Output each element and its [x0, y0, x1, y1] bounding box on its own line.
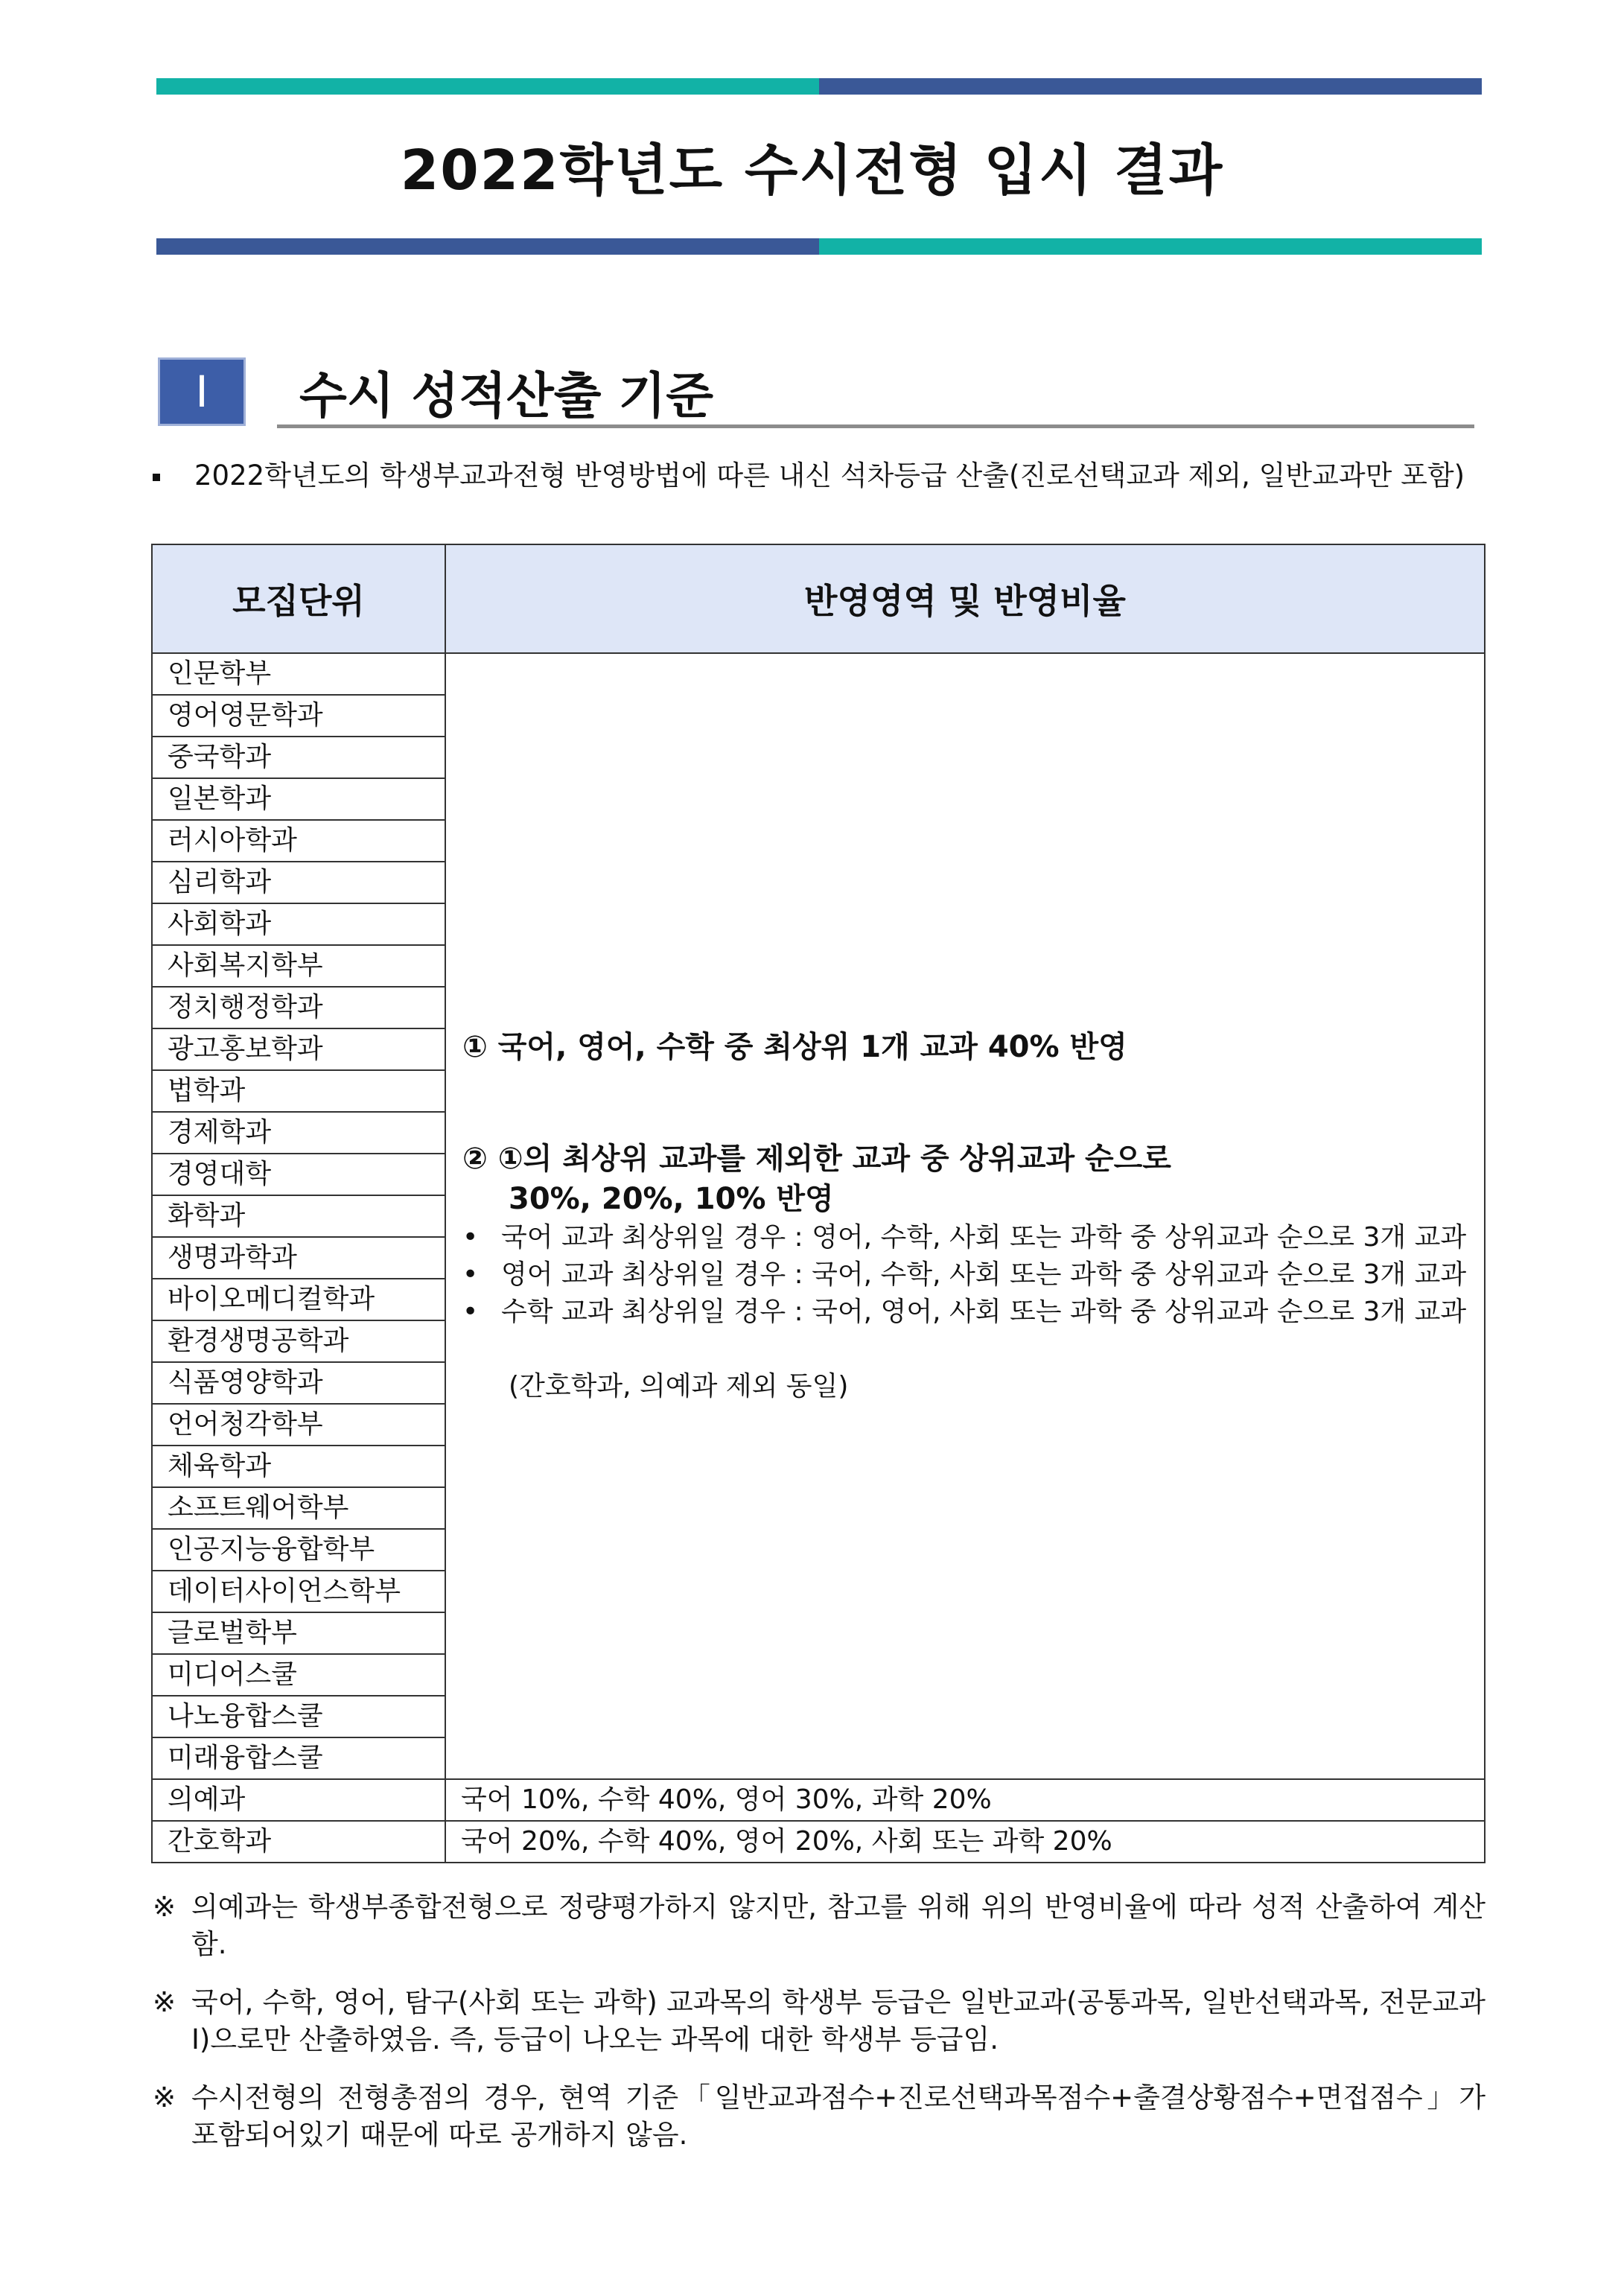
unit-cell: 미래융합스쿨: [152, 1737, 445, 1779]
table-header-row: [152, 544, 1485, 653]
table-body: [152, 653, 1485, 1863]
unit-cell: 인공지능융합학부: [152, 1529, 445, 1571]
unit-cell: 법학과: [152, 1070, 445, 1112]
common-rule-cell: [445, 653, 1485, 1779]
rule-case-item: • 영어 교과 최상위일 경우 : 국어, 수학, 사회 또는 과학 중 상위교과 순으로 3개 교과: [462, 1256, 1469, 1294]
unit-cell: 러시아학과: [152, 820, 445, 862]
bottom-bar-left: [156, 238, 819, 255]
rule-case-item: • 수학 교과 최상위일 경우 : 국어, 영어, 사회 또는 과학 중 상위교과 순으로 3개 교과: [462, 1294, 1469, 1331]
unit-cell: 환경생명공학과: [152, 1320, 445, 1362]
unit-cell: 생명과학과: [152, 1237, 445, 1279]
unit-cell: 영어영문학과: [152, 695, 445, 737]
rule-exception-note: (간호학과, 의예과 제외 동일): [509, 1371, 849, 1402]
unit-cell: 심리학과: [152, 862, 445, 903]
rule-item-1: ① 국어, 영어, 수학 중 최상위 1개 교과 40% 반영: [462, 1030, 1127, 1064]
footnote-text: 의예과는 학생부종합전형으로 정량평가하지 않지만, 참고를 위해 위의 반영비율에 따라 성적 산출하여 계산함.: [191, 1891, 1486, 1960]
unit-cell: 사회학과: [152, 903, 445, 945]
rule-item-2: ② ①의 최상위 교과를 제외한 교과 중 상위교과 순으로: [462, 1142, 1171, 1176]
intro-bullet-text: 2022학년도의 학생부교과전형 반영방법에 따른 내신 석차등급 산출(진로선택교과 제외, 일반교과만 포함): [194, 459, 1465, 492]
criteria-table: [151, 544, 1486, 1863]
unit-cell: 언어청각학부: [152, 1404, 445, 1446]
unit-cell: 경영대학: [152, 1154, 445, 1195]
unit-cell: 식품영양학과: [152, 1362, 445, 1404]
unit-cell: 간호학과: [152, 1821, 445, 1863]
unit-cell: 화학과: [152, 1195, 445, 1237]
section-title: 수시 성적산출 기준: [299, 367, 714, 424]
footnote: [153, 1889, 1486, 1963]
table-row: [152, 653, 1485, 695]
intro-bullet: [153, 453, 1465, 493]
table-row-special: [152, 1779, 1485, 1821]
unit-cell: 인문학부: [152, 653, 445, 695]
rule-case-list: [462, 1219, 1469, 1331]
unit-cell: 광고홍보학과: [152, 1028, 445, 1070]
square-bullet-icon: [153, 474, 160, 481]
notes-section: [153, 1889, 1486, 2175]
top-bar-left: [156, 78, 819, 95]
unit-cell: 경제학과: [152, 1112, 445, 1154]
section-number-badge: Ⅰ: [158, 357, 246, 426]
unit-cell: 정치행정학과: [152, 987, 445, 1028]
rule-case-item: • 국어 교과 최상위일 경우 : 영어, 수학, 사회 또는 과학 중 상위교과 순으로 3개 교과: [462, 1219, 1469, 1256]
page-title: 2022학년도 수시전형 입시 결과: [400, 139, 1224, 203]
rule-cell: 국어 20%, 수학 40%, 영어 20%, 사회 또는 과학 20%: [445, 1821, 1485, 1863]
unit-cell: 데이터사이언스학부: [152, 1571, 445, 1612]
unit-cell: 나노융합스쿨: [152, 1696, 445, 1737]
reference-mark-icon: ※: [153, 1986, 176, 2018]
footnote-text: 수시전형의 전형총점의 경우, 현역 기준「일반교과점수+진로선택과목점수+출결상황점수+면접점수」가 포함되어있기 때문에 따로 공개하지 않음.: [191, 2082, 1486, 2151]
table-row-special: [152, 1821, 1485, 1863]
reference-mark-icon: ※: [153, 1891, 176, 1923]
rule-item-2-ratios: 30%, 20%, 10% 반영: [509, 1182, 834, 1216]
unit-cell: 일본학과: [152, 778, 445, 820]
top-bar-right: [819, 78, 1482, 95]
footnote-text: 국어, 수학, 영어, 탐구(사회 또는 과학) 교과목의 학생부 등급은 일반교과(공통과목, 일반선택과목, 전문교과Ⅰ)으로만 산출하였음. 즉, 등급이 나오는 과목에 대한 학생부 등급임.: [191, 1986, 1486, 2055]
reference-mark-icon: ※: [153, 2082, 176, 2114]
unit-cell: 소프트웨어학부: [152, 1487, 445, 1529]
unit-cell: 글로벌학부: [152, 1612, 445, 1654]
unit-cell: 의예과: [152, 1779, 445, 1821]
unit-cell: 사회복지학부: [152, 945, 445, 987]
unit-cell: 미디어스쿨: [152, 1654, 445, 1696]
unit-cell: 중국학과: [152, 737, 445, 778]
footnote: [153, 1984, 1486, 2058]
unit-cell: 바이오메디컬학과: [152, 1279, 445, 1320]
bottom-bar-right: [819, 238, 1482, 255]
unit-cell: 체육학과: [152, 1446, 445, 1487]
header-unit: 모집단위: [152, 544, 445, 653]
header-rule: 반영영역 및 반영비율: [445, 544, 1485, 653]
footnote: [153, 2079, 1486, 2154]
rule-cell: 국어 10%, 수학 40%, 영어 30%, 과학 20%: [445, 1779, 1485, 1821]
section-underline: [277, 424, 1474, 428]
